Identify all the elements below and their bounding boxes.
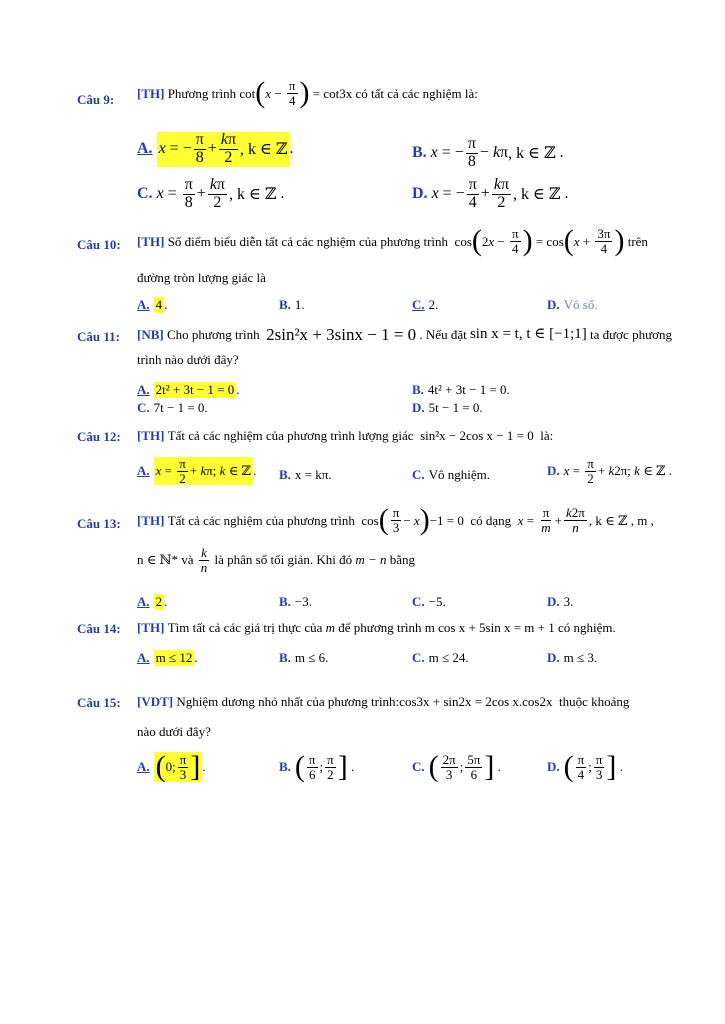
- option-b[interactable]: B. x = − $\frac{\pi}{8}$ − k π , k ∈ ℤ .: [412, 135, 564, 170]
- option-d[interactable]: D. x = − $\frac{\pi}{4}$ + $\frac{k\pi}{2}$ , k ∈ ℤ .: [412, 176, 569, 211]
- question-number: Câu 13:: [77, 516, 121, 531]
- option-d[interactable]: D. ( $\frac{\pi}{4}$ ; $\frac{\pi}{3}$ ] .: [547, 750, 623, 783]
- correct-answer: x = $\frac{\pi}{2}$ + k π; k ∈ ℤ: [155, 456, 252, 486]
- correct-answer: ( 0; $\frac{\pi}{3}$ ]: [155, 750, 201, 783]
- question-stem: [TH] Số điểm biểu diễn tất cả các nghiệm của phương trình cos ( 2 x − $\frac{\pi}{4}$ ) = cos ( x + $\frac{3\pi}{4}$ ) trên: [137, 224, 648, 257]
- option-c[interactable]: C. ( $\frac{2\pi}{3}$ ; $\frac{5\pi}{6}$ ] .: [412, 750, 501, 783]
- correct-answer: x = − $\frac{\pi}{8}$ + $\frac{k\pi}{2}$ , k ∈ ℤ: [158, 131, 288, 166]
- option-d[interactable]: D. Vô số.: [547, 297, 598, 312]
- correct-answer: 2t² + 3t − 1 = 0: [155, 382, 235, 397]
- option-a[interactable]: A. 2 .: [137, 594, 168, 609]
- option-b[interactable]: B. m ≤ 6 .: [279, 650, 329, 665]
- option-a[interactable]: A. x = − $\frac{\pi}{8}$ + $\frac{k\pi}{2}$ , k ∈ ℤ .: [137, 131, 294, 166]
- option-c[interactable]: C. x = $\frac{\pi}{8}$ + $\frac{k\pi}{2}$ , k ∈ ℤ .: [137, 176, 285, 211]
- question-stem: [NB] Cho phương trình 2sin²x + 3sinx − 1 = 0 . Nếu đặt sin x = t, t ∈ [−1;1] ta được phương: [137, 325, 672, 344]
- correct-answer: 2: [155, 594, 163, 609]
- option-a[interactable]: A. 4 .: [137, 297, 168, 312]
- option-c[interactable]: C. 2 .: [412, 297, 439, 312]
- option-c[interactable]: C. −5 .: [412, 594, 446, 609]
- correct-answer: 4: [155, 297, 163, 312]
- question-number: Câu 14:: [77, 621, 121, 636]
- question-stem-line2: đường tròn lượng giác là: [137, 270, 266, 285]
- question-number: Câu 10:: [77, 237, 121, 252]
- correct-answer: m ≤ 12: [155, 650, 193, 665]
- question-stem: [TH] Tất cả các nghiệm của phương trình cos ( $\frac{\pi}{3}$ − x ) −1 = 0 có dạng x = $\frac{\pi}{m}$ + $\frac{k2\pi}{n}$ , k ∈ ℤ , m ,: [137, 503, 654, 536]
- option-c[interactable]: C. 7t − 1 = 0 .: [137, 400, 208, 415]
- option-d[interactable]: D. x = $\frac{\pi}{2}$ + k 2π; k ∈ ℤ .: [547, 456, 673, 486]
- option-b[interactable]: B. 1 .: [279, 297, 305, 312]
- option-d[interactable]: D. 3 .: [547, 594, 574, 609]
- option-a[interactable]: A. m ≤ 12 .: [137, 650, 198, 665]
- question-stem-line2: trình nào dưới đây?: [137, 352, 239, 367]
- option-d[interactable]: D. 5t − 1 = 0 .: [412, 400, 483, 415]
- option-a[interactable]: A. 2t² + 3t − 1 = 0 .: [137, 382, 240, 397]
- question-number: Câu 9:: [77, 92, 115, 107]
- question-stem: [TH] Phương trình cot ( x − $\frac{\pi}{4}$ ) = cot3x có tất cả các nghiệm là:: [137, 76, 478, 109]
- option-b[interactable]: B. ( $\frac{\pi}{6}$ ; $\frac{\pi}{2}$ ] .: [279, 750, 355, 783]
- question-number: Câu 12:: [77, 429, 121, 444]
- question-stem: [VDT] Nghiệm dương nhỏ nhất của phương trình: cos3x + sin2x = 2cos x.cos2x thuộc khoảng: [137, 694, 630, 709]
- question-stem-line2: n ∈ ℕ* và $\frac{k}{n}$ là phân số tối giản. Khi đó m − n bằng: [137, 545, 416, 575]
- option-b[interactable]: B. 4t² + 3t − 1 = 0 .: [412, 382, 510, 397]
- option-b[interactable]: B. −3 .: [279, 594, 313, 609]
- option-d[interactable]: D. m ≤ 3 .: [547, 650, 598, 665]
- question-number: Câu 11:: [77, 329, 120, 344]
- question-stem: [TH] Tìm tất cả các giá trị thực của m để phương trình m cos x + 5sin x = m + 1 có nghiệm.: [137, 620, 616, 635]
- option-c[interactable]: C. m ≤ 24 .: [412, 650, 469, 665]
- option-b[interactable]: B. x = kπ .: [279, 467, 332, 482]
- option-c[interactable]: C. Vô nghiệm.: [412, 467, 491, 482]
- option-a[interactable]: A. x = $\frac{\pi}{2}$ + k π; k ∈ ℤ .: [137, 456, 257, 486]
- option-a[interactable]: A. ( 0; $\frac{\pi}{3}$ ] .: [137, 750, 206, 783]
- question-number: Câu 15:: [77, 695, 121, 710]
- question-stem-line2: nào dưới đây?: [137, 724, 211, 739]
- question-stem: [TH] Tất cả các nghiệm của phương trình lượng giác sin²x − 2cos x − 1 = 0 là:: [137, 428, 554, 443]
